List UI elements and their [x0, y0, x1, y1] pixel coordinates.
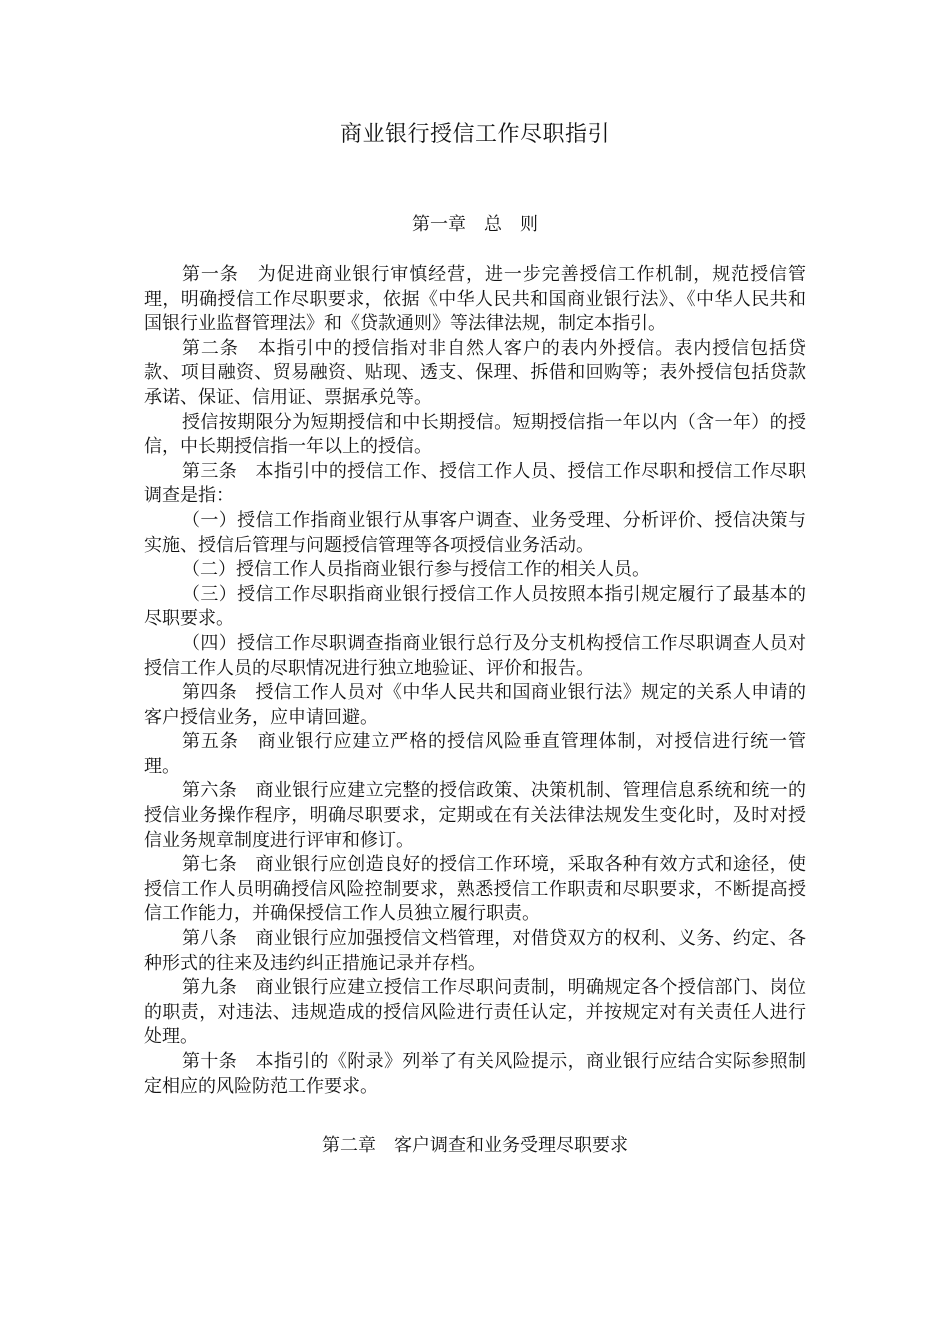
article-text: 商业银行应加强授信文档管理，对借贷双方的权利、义务、约定、各种形式的往来及违约纠正措施记录并存档。	[144, 928, 807, 974]
chapter-heading: 第一章 总 则	[412, 214, 538, 235]
article-paragraph	[144, 583, 806, 632]
article-paragraph	[144, 632, 806, 681]
article-paragraph	[144, 681, 806, 730]
article-number: 第七条	[182, 854, 256, 876]
document-body	[144, 263, 806, 1099]
article-text: （一）授信工作指商业银行从事客户调查、业务受理、分析评价、授信决策与实施、授信后管理与问题授信管理等各项授信业务活动。	[144, 509, 806, 556]
article-text: 商业银行应创造良好的授信工作环境，采取各种有效方式和途径，使授信工作人员明确授信风险控制要求，熟悉授信工作职责和尽职要求，不断提高授信工作能力，并确保授信工作人员独立履行职责。	[144, 854, 807, 925]
article-number: 第四条	[182, 682, 256, 704]
article-text: 本指引的《附录》列举了有关风险提示，商业银行应结合实际参照制定相应的风险防范工作要求。	[144, 1051, 807, 1097]
article-paragraph	[144, 460, 806, 509]
document-title: 商业银行授信工作尽职指引	[339, 122, 610, 147]
article-number: 第六条	[182, 780, 256, 802]
article-number: 第一条	[182, 264, 258, 285]
article-paragraph	[144, 1050, 806, 1099]
article-number: 第十条	[182, 1051, 256, 1072]
article-paragraph	[144, 779, 806, 853]
article-text: 授信工作人员对《中华人民共和国商业银行法》规定的关系人申请的客户授信业务，应申请回避。	[144, 682, 807, 728]
article-paragraph	[144, 976, 806, 1050]
article-number: 第九条	[182, 977, 256, 999]
article-text: 本指引中的授信指对非自然人客户的表内外授信。表内授信包括贷款、项目融资、贸易融资、贴现、透支、保理、拆借和回购等；表外授信包括贷款承诺、保证、信用证、票据承兑等。	[144, 337, 806, 408]
article-text: （三）授信工作尽职指商业银行授信工作人员按照本指引规定履行了最基本的尽职要求。	[144, 583, 806, 630]
article-paragraph	[144, 558, 806, 583]
article-paragraph	[144, 411, 806, 460]
article-text: 商业银行应建立授信工作尽职问责制，明确规定各个授信部门、岗位的职责，对违法、违规造成的授信风险进行责任认定，并按规定对有关责任人进行处理。	[144, 977, 807, 1048]
article-paragraph	[144, 853, 806, 927]
article-number: 第三条	[182, 460, 256, 482]
article-paragraph	[144, 263, 806, 337]
chapter-heading: 第二章 客户调查和业务受理尽职要求	[322, 1135, 628, 1156]
article-paragraph	[144, 509, 806, 558]
article-paragraph	[144, 337, 806, 411]
article-text: 授信按期限分为短期授信和中长期授信。短期授信指一年以内（含一年）的授信，中长期授信指一年以上的授信。	[144, 411, 806, 458]
article-paragraph	[144, 730, 806, 779]
article-number: 第八条	[182, 928, 256, 950]
article-text: （四）授信工作尽职调查指商业银行总行及分支机构授信工作尽职调查人员对授信工作人员的尽职情况进行独立地验证、评价和报告。	[144, 632, 806, 679]
article-text: 商业银行应建立严格的授信风险垂直管理体制，对授信进行统一管理。	[144, 731, 806, 777]
article-text: 本指引中的授信工作、授信工作人员、授信工作尽职和授信工作尽职调查是指：	[144, 460, 807, 507]
article-text: 为促进商业银行审慎经营，进一步完善授信工作机制，规范授信管理，明确授信工作尽职要求，依据《中华人民共和国商业银行法》、《中华人民共和国银行业监督管理法》和《贷款通则》等法律法规，制定本指引。	[144, 264, 806, 335]
article-paragraph	[144, 927, 806, 976]
article-number: 第二条	[182, 337, 258, 359]
article-text: 商业银行应建立完整的授信政策、决策机制、管理信息系统和统一的授信业务操作程序，明确尽职要求，定期或在有关法律法规发生变化时，及时对授信业务规章制度进行评审和修订。	[144, 780, 807, 851]
article-number: 第五条	[182, 731, 258, 753]
article-text: （二）授信工作人员指商业银行参与授信工作的相关人员。	[182, 559, 650, 581]
